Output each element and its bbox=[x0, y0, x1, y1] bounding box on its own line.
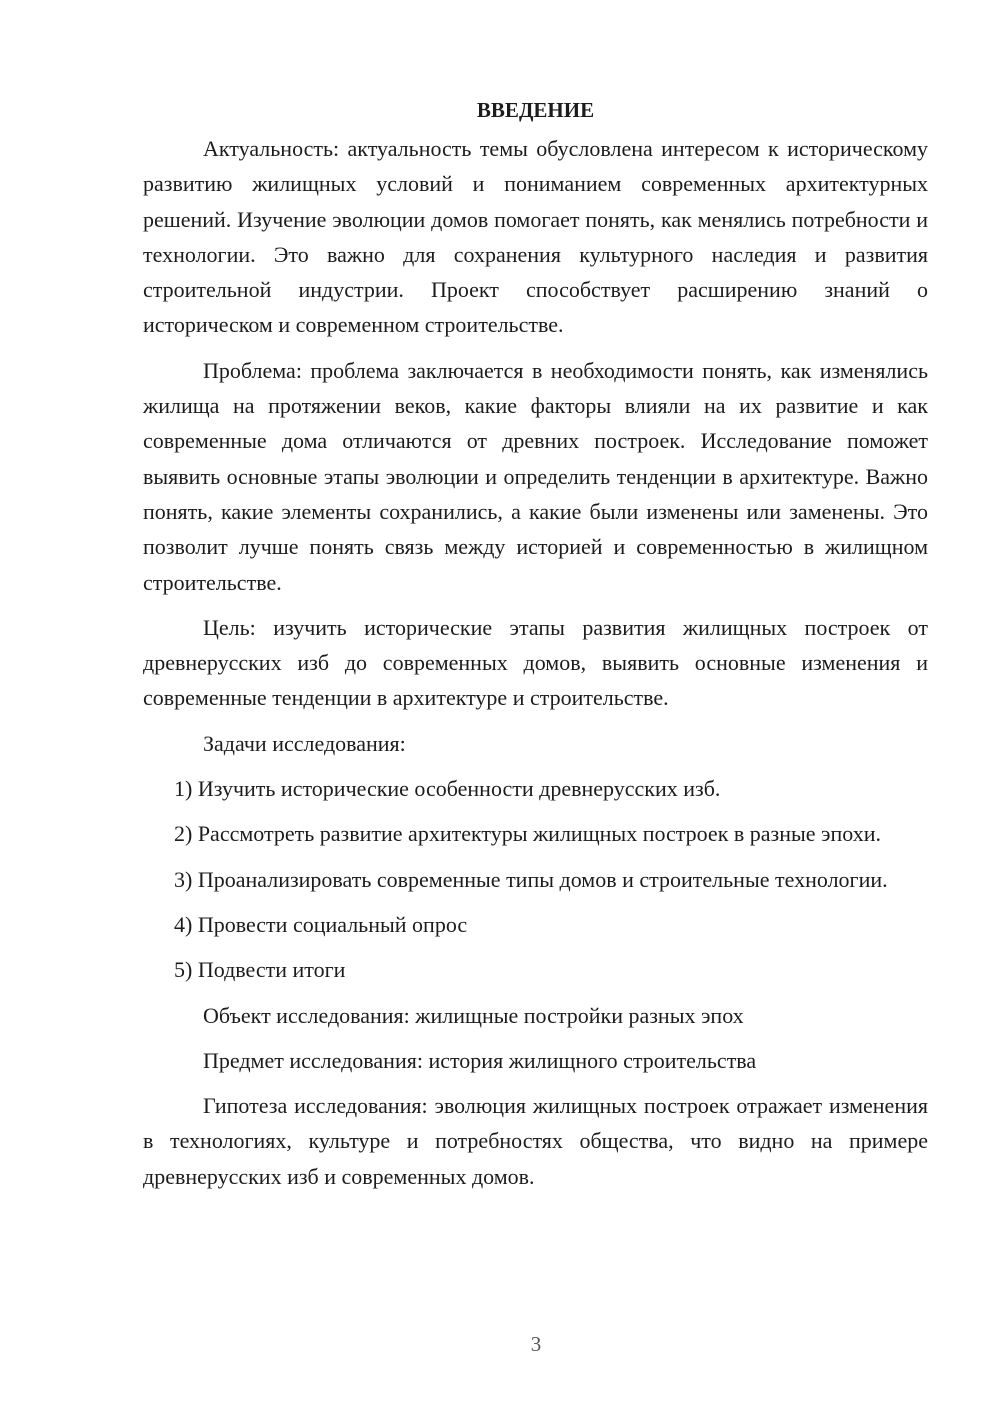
page-number: 3 bbox=[530, 1332, 542, 1356]
task-item-3: 3) Проанализировать современные типы домов и строительные технологии. bbox=[174, 866, 888, 892]
document-page bbox=[143, 95, 928, 1204]
hypothesis-paragraph: Гипотеза исследования: эволюция жилищных построек отражает изменения в технологиях, культуре и потребностях общества, что видно на примере древнерусских изб и современных домов. bbox=[143, 1093, 928, 1189]
research-object: Объект исследования: жилищные постройки разных эпох bbox=[203, 1002, 744, 1028]
goal-paragraph: Цель: изучить исторические этапы развития жилищных построек от древнерусских изб до современных домов, выявить основные изменения и современные тенденции в архитектуре и строительстве. bbox=[143, 614, 928, 711]
task-item-4: 4) Провести социальный опрос bbox=[174, 911, 468, 937]
task-item-2: 2) Рассмотреть развитие архитектуры жилищных построек в разные эпохи. bbox=[174, 821, 881, 847]
task-item-5: 5) Подвести итоги bbox=[174, 957, 346, 983]
problem-paragraph: Проблема: проблема заключается в необходимости понять, как изменялись жилища на протяжении веков, какие факторы влияли на их развитие и как современные дома отличаются от древних построек. Исследование поможет выявить основные этапы эволюции и определить тенденции в архитектуре. Важно понять, какие элементы сохранились, а какие были изменены или заменены. Это позволит лучше понять связь между историей и современностью в жилищном строительстве. bbox=[143, 357, 928, 595]
tasks-heading: Задачи исследования: bbox=[203, 730, 406, 756]
research-subject: Предмет исследования: история жилищного строительства bbox=[203, 1047, 757, 1073]
relevance-paragraph: Актуальность: актуальность темы обусловлена интересом к историческому развитию жилищных условий и пониманием современных архитектурных решений. Изучение эволюции домов помогает понять, как менялись потребности и технологии. Это важно для сохранения культурного наследия и развития строительной индустрии. Проект способствует расширению знаний о историческом и современном строительстве. bbox=[143, 136, 928, 338]
page-title: ВВЕДЕНИЕ bbox=[476, 98, 595, 122]
task-item-1: 1) Изучить исторические особенности древнерусских изб. bbox=[174, 776, 721, 802]
